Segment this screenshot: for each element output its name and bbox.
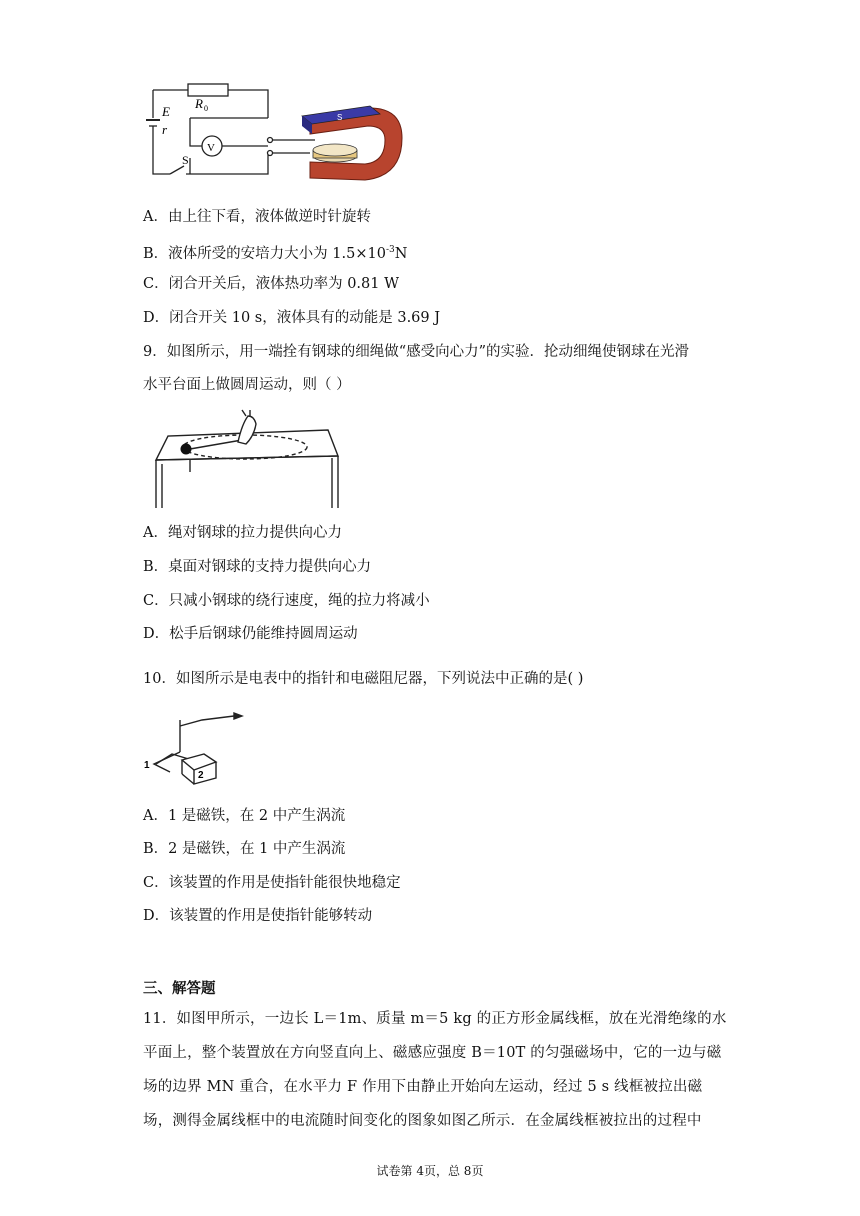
q10-stem: 10．如图所示是电表中的指针和电磁阻尼器，下列说法中正确的是( ) xyxy=(143,671,584,687)
horseshoe-magnet xyxy=(302,106,402,180)
q8-option-d: D．闭合开关 10 s，液体具有的动能是 3.69 J xyxy=(143,310,441,326)
q9-option-c: C．只减小钢球的绕行速度，绳的拉力将减小 xyxy=(143,593,430,609)
q9-stem-line2: 水平台面上做圆周运动，则（ ） xyxy=(143,377,351,393)
section-heading: 三、解答题 xyxy=(143,980,216,997)
label-R-sub: 0 xyxy=(204,104,208,113)
q11-text: 11．如图甲所示，一边长 L＝1m、质量 m＝5 kg 的正方形金属线框，放在光滑绝缘的水平面上，整个装置放在方向竖直向上、磁感应强度 B＝10T 的匀强磁场中，它的一边与磁场的边界 MN 重合，在水平力 F 作用下由静止开始向左运动，经过 5 s 线框被拉出磁场，测得金属线框中的电流随时间变化的图象如图乙所示．在金属线框被拉出的过程中 xyxy=(143,1011,727,1129)
label-E: E xyxy=(162,104,170,119)
label-R: R xyxy=(195,96,203,111)
damper-figure xyxy=(142,712,247,792)
q9-option-d: D．松手后钢球仍能维持圆周运动 xyxy=(143,626,358,642)
page-footer: 试卷第 4页，总 8页 xyxy=(376,1164,484,1178)
table-ball-figure xyxy=(150,412,340,512)
q10-option-b: B．2 是磁铁，在 1 中产生涡流 xyxy=(143,841,346,857)
q8-option-a: A．由上往下看，液体做逆时针旋转 xyxy=(143,209,371,225)
q10-option-a: A．1 是磁铁，在 2 中产生涡流 xyxy=(143,808,346,824)
q8-option-b-exp: -3 xyxy=(385,245,395,255)
q8-option-c: C．闭合开关后，液体热功率为 0.81 W xyxy=(143,276,400,292)
q9-stem-line1: 9．如图所示，用一端拴有钢球的细绳做“感受向心力”的实验．抡动细绳使钢球在光滑 xyxy=(143,344,690,360)
q10-option-c: C．该装置的作用是使指针能很快地稳定 xyxy=(143,875,401,891)
q9-option-b: B．桌面对钢球的支持力提供向心力 xyxy=(143,559,372,575)
circuit-magnet-figure xyxy=(140,78,410,188)
label-2: 2 xyxy=(198,770,204,781)
label-S: S xyxy=(182,153,189,167)
steel-ball xyxy=(181,444,192,455)
label-V: V xyxy=(207,142,215,154)
q8-option-b-unit: N xyxy=(394,245,408,262)
label-1: 1 xyxy=(144,760,150,771)
q10-option-d: D．该装置的作用是使指针能够转动 xyxy=(143,908,373,924)
q8-option-b xyxy=(143,240,407,264)
q9-option-a: A．绳对钢球的拉力提供向心力 xyxy=(143,525,342,541)
magnet-s-mark: S xyxy=(337,113,343,122)
label-r: r xyxy=(162,122,168,137)
q8-option-b-text: B．液体所受的安培力大小为 1.5×10 xyxy=(143,245,386,262)
